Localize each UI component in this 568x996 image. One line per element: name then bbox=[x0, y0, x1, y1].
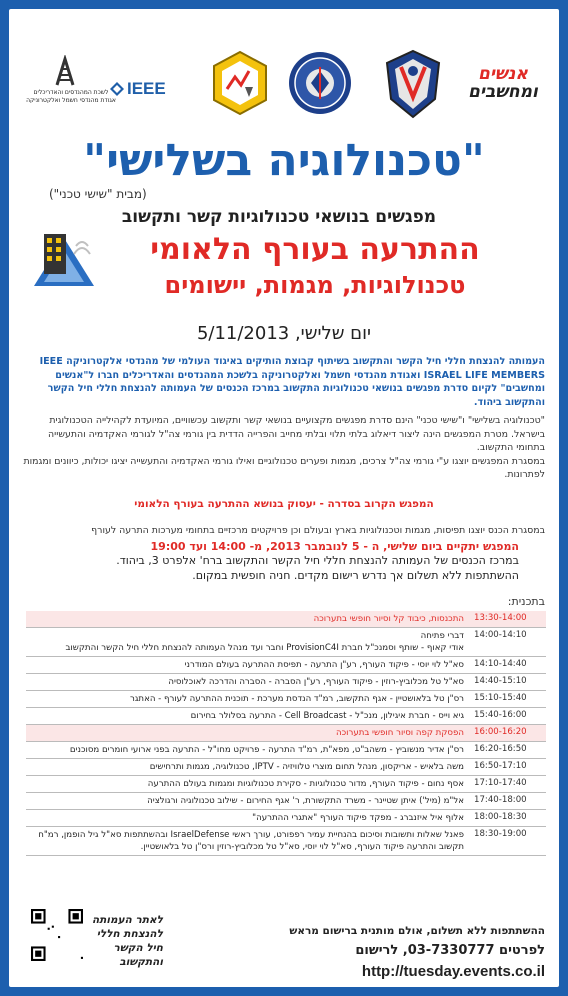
program-description: פאנל שאלות ותשובות וסיכום בהנחיית עמיר רפפורט, עורך ראשי IsraelDefense ובהשתתפות סא"ל גיל הופמן, רמ"ח תקשוב והתרעה פיקוד העורף, סא"ל לוי יוסי, סא"ל טל מכלוביץ-רוזין ורס"ן טל בלאושטיין. bbox=[38, 830, 464, 852]
program-description: רס"ן אדיר מנשוביץ - משהב"ט, מפא"ת, רמ"ד התרעה - פרויקט מחו"ל - התרעה בפני ארועי חומרים מסוכנים bbox=[69, 745, 464, 755]
program-time: 14:40-15:10 bbox=[474, 676, 527, 686]
anashim-logo bbox=[461, 65, 545, 101]
program-time: 15:40-16:00 bbox=[474, 710, 527, 720]
next-meeting-free: ההשתתפות ללא תשלום אך נדרש רישום מקדים. חניה חופשית במקום. bbox=[192, 569, 519, 582]
flyer bbox=[9, 9, 559, 987]
program-table bbox=[26, 611, 546, 856]
program-time: 16:20-16:50 bbox=[474, 744, 527, 754]
program-row bbox=[26, 708, 546, 725]
program-description: אלוף איל איזנברג - מפקד פיקוד העורף "אתגרי ההתרעה" bbox=[252, 813, 464, 823]
event-headline: ההתרעה בעורף הלאומי bbox=[150, 232, 480, 267]
program-time: 15:10-15:40 bbox=[474, 693, 527, 703]
event-subheadline: טכנולוגיות, מגמות, יישומים bbox=[164, 271, 466, 299]
footer-url-link[interactable]: http://tuesday.events.co.il bbox=[361, 963, 545, 980]
program-row bbox=[26, 611, 546, 628]
program-row bbox=[26, 628, 546, 657]
program-description: סא"ל לוי יוסי - פיקוד העורף, רע"ן התרעה - תפיסת ההתרעה בעולם המודרני bbox=[184, 660, 464, 670]
anashim-logo-line2: ומחשבים bbox=[468, 82, 538, 102]
anashim-logo-line1: אנשים bbox=[478, 64, 528, 84]
program-description: דברי פתיחה אודי קאוף - שותף וסמנכ"ל חברת ProvisionC4I וחבר ועד מנהל העמותה להנצחת חללי חיל הקשר והתקשוב bbox=[65, 631, 464, 653]
intro-paragraph-2: במסגרת המפגשים יוצגו ע"י גורמי צה"ל צרכים, מגמות ופערים טכנולוגיים ואילו גורמי האקדמיה והתעשייה יציגו יכולות, כיוונים ומגמות לפתרונות. bbox=[23, 455, 545, 480]
program-row bbox=[26, 810, 546, 827]
page-title: "טכנולוגיה בשלישי" bbox=[83, 135, 485, 186]
qr-caption: לאתר העמותה להנצחת חללי חיל הקשר והתקשוב bbox=[92, 914, 163, 968]
logo-row bbox=[9, 39, 559, 123]
program-row bbox=[26, 657, 546, 674]
program-row bbox=[26, 742, 546, 759]
program-description: סא"ל טל מכלוביץ-רוזין - פיקוד העורף, רע"ן הסברה - הסברה והדרכה לאוכלוסיה bbox=[168, 677, 464, 687]
program-time: 14:00-14:10 bbox=[474, 630, 527, 640]
program-description: התכנסות, כיבוד קל וסיור חופשי בתערוכה bbox=[313, 614, 464, 624]
page-subtitle: (מבית "שישי טכני") bbox=[49, 187, 147, 201]
next-meeting-title: המפגש הקרוב בסדרה - יעסוק בנושא ההתרעה בעורף הלאומי bbox=[134, 498, 434, 510]
program-description: רס"ן טל בלאושטיין - אגף התקשוב, רמ"ד הנדסת מערכת - תוכנית ההתרעה לעורף - האתגר bbox=[130, 694, 464, 704]
program-row bbox=[26, 674, 546, 691]
ieee-logo-text: IEEE bbox=[127, 79, 166, 98]
next-meeting-where: במרכז הכנסים של העמותה להנצחת חללי חיל הקשר והתקשוב ברח' אלפרט 3, ביהוד. bbox=[116, 554, 519, 567]
program-time: 16:50-17:10 bbox=[474, 761, 527, 771]
program-row bbox=[26, 827, 546, 856]
signal-corps-emblem-icon bbox=[381, 47, 445, 121]
round-emblem-icon bbox=[287, 47, 353, 119]
program-time: 17:10-17:40 bbox=[474, 778, 527, 788]
association-logo-icon bbox=[53, 55, 77, 89]
program-description: אסף נחום - פיקוד העורף, מדור טכנולוגיות - סקירת טכנולוגיות ומגמות בעולם ההתרעה bbox=[147, 779, 464, 789]
program-row bbox=[26, 759, 546, 776]
intro-paragraph-1: "טכנולוגיה בשלישי" ו"שישי טכני" הינם סדרת מפגשים מקצועיים בנושאי קשר ותקשוב עכשוויים, המיועדת לקהילייה הטכנולוגית בישראל. מטרת המפגשים הינה ליצור דיאלוג בלתי תלוי ובלתי מחייב והפרייה הדדית בין גורמי צה"ל לגורמי האקדמיה והתעשייה בתחומי התקשוב. bbox=[48, 415, 545, 453]
program-row bbox=[26, 725, 546, 742]
program-description: אל"מ (מיל') איתן שטיינר - משרד התקשורת, ר' אגף החירום - שילוב טכנולוגיה ורגולציה bbox=[147, 796, 464, 806]
association-caption: לשכת המהנדסים והאדריכלים אגודת מהנדסי חשמל ואלקטרוניקה bbox=[26, 89, 116, 104]
program-description: משה בלאיש - אריקסון, מנהל תחום מוצרי טלוויזיה - IPTV, טכנולוגיה, מגמות ותרחישים bbox=[149, 762, 464, 772]
next-meeting-framework: במסגרת הכנס יוצגו תפיסות, מגמות וטכנולוגיות בארץ ובעולם וכן פרויקטים מרכזיים בתחומי מערכות התרעה לעורף bbox=[91, 525, 545, 536]
event-date: יום שלישי, 5/11/2013 bbox=[196, 323, 372, 344]
series-subject: מפגשים בנושאי טכנולוגיות קשר ותקשוב bbox=[121, 207, 437, 227]
program-time: 14:10-14:40 bbox=[474, 659, 527, 669]
program-row bbox=[26, 776, 546, 793]
building-alarm-emblem-icon bbox=[26, 224, 102, 300]
program-description: גיא וייס - חברת איגילון, מנכ"ל - Cell Broadcast - התרעה בסלולר בחירום bbox=[190, 711, 464, 721]
footer-phone: לפרטים 03-7330777, לרישום bbox=[355, 943, 545, 958]
program-label: בתכנית: bbox=[507, 595, 545, 608]
footer-note: ההשתתפות ללא תשלום, אולם מותנית ברישום מראש bbox=[289, 925, 545, 937]
program-description: הפסקת קפה וסיור חופשי בתערוכה bbox=[335, 728, 464, 738]
program-row bbox=[26, 793, 546, 810]
intro-body bbox=[19, 414, 545, 482]
program-time: 16:00-16:20 bbox=[474, 727, 527, 737]
next-meeting-when: המפגש יתקיים ביום שלישי, ה - 5 לנובמבר 2013, מ- 14:00 ועד 19:00 bbox=[150, 540, 519, 553]
program-time: 17:40-18:00 bbox=[474, 795, 527, 805]
program-row bbox=[26, 691, 546, 708]
qr-code-icon[interactable] bbox=[31, 909, 83, 961]
program-time: 18:00-18:30 bbox=[474, 812, 527, 822]
program-time: 13:30-14:00 bbox=[474, 613, 527, 623]
intro-blue-paragraph: העמותה להנצחת חללי חיל הקשר והתקשוב בשיתוף קבוצת הותיקים באיגוד העולמי של מהנדסי אלקטרוניקה IEEE ISRAEL LIFE MEMBERS ואגודת מהנדסי חשמל ואלקטרוניקה בלשכת המהנדסים והאדריכלים חברו ל"אנשים ומחשבים" לקיום סדרת מפגשים בנושאי טכנולוגיות התקשוב במרכז הכנסים של העמותה להנצחת חללי חיל הקשר והתקשוב ביהוד. bbox=[39, 356, 545, 408]
hexagon-emblem-icon bbox=[209, 49, 271, 117]
program-time: 18:30-19:00 bbox=[474, 829, 527, 839]
